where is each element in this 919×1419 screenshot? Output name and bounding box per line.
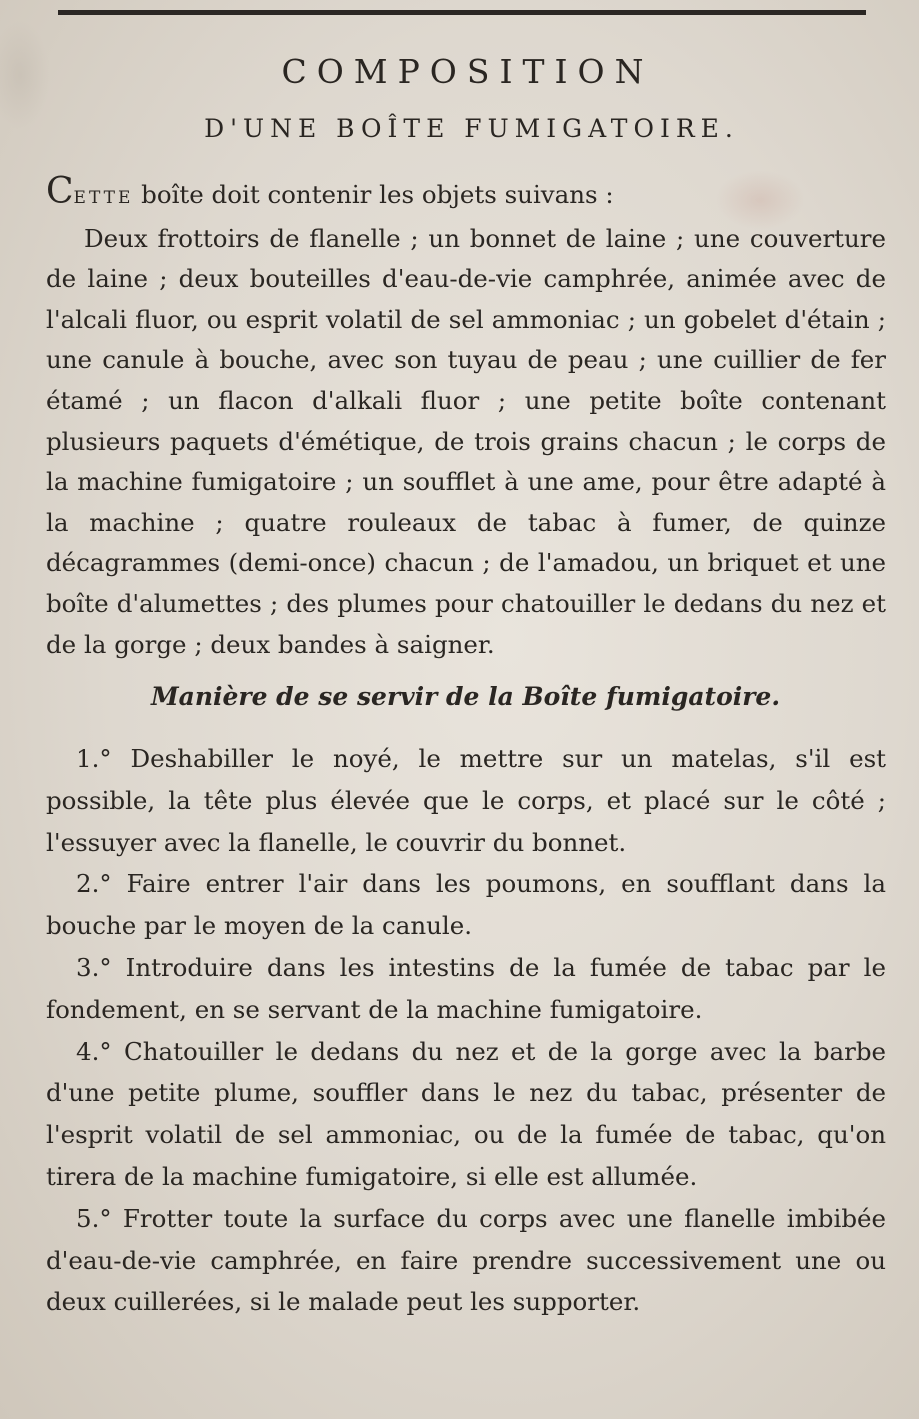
- instruction-step: 1.° Deshabiller le noyé, le mettre sur un matelas, s'il est possible, la tête plus élevée que le corps, et placé sur le côté ; l'essuyer avec la flanelle, le couvrir du bonnet.: [46, 744, 886, 857]
- intro-first-line-text: boîte doit contenir les objets suivans :: [133, 180, 614, 209]
- instruction-step: 3.° Introduire dans les intestins de la fumée de tabac par le fondement, en se servant de la machine fumigatoire.: [46, 952, 886, 1024]
- intro-section: [46, 171, 886, 665]
- top-rule: [58, 10, 866, 15]
- drop-cap: C: [46, 171, 74, 212]
- document-subtitle-line: D'UNE BOÎTE FUMIGATOIRE.: [204, 114, 739, 143]
- intro-first-line: [46, 171, 886, 219]
- instructions-section: [46, 738, 886, 1323]
- instruction-step: 4.° Chatouiller le dedans du nez et de la gorge avec la barbe d'une petite plume, souffler dans le nez du tabac, présenter de l'esprit volatil de sel ammoniac, ou de la fumée de tabac, qu'on tirera de la machine fumigatoire, si elle est allumée.: [46, 1036, 886, 1191]
- small-caps-text: ETTE: [73, 188, 134, 208]
- contents-paragraph: Deux frottoirs de flanelle ; un bonnet de laine ; une couverture de laine ; deux bouteilles d'eau-de-vie camphrée, animée avec de l'alcali fluor, ou esprit volatil de sel ammoniac ; un gobelet d'étain ; une canule à bouche, avec son tuyau de peau ; une cuillier de fer étamé ; un flacon d'alkali fluor ; une petite boîte contenant plusieurs paquets d'émétique, de trois grains chacun ; le corps de la machine fumigatoire ; un soufflet à une ame, pour être adapté à la machine ; quatre rouleaux de tabac à fumer, de quinze décagrammes (demi-once) chacun ; de l'amadou, un briquet et une boîte d'alumettes ; des plumes pour chatouiller le dedans du nez et de la gorge ; deux bandes à saigner.: [46, 223, 886, 659]
- instruction-step: 5.° Frotter toute la surface du corps avec une flanelle imbibée d'eau-de-vie camphrée, en faire prendre successivement une ou deux cuillerées, si le malade peut les supporter.: [46, 1203, 886, 1317]
- section-heading: Manière de se servir de la Boîte fumigatoire.: [150, 682, 781, 711]
- instruction-step: 2.° Faire entrer l'air dans les poumons, en soufflant dans la bouche par le moyen de la canule.: [46, 869, 886, 941]
- document-title: COMPOSITION: [281, 52, 654, 91]
